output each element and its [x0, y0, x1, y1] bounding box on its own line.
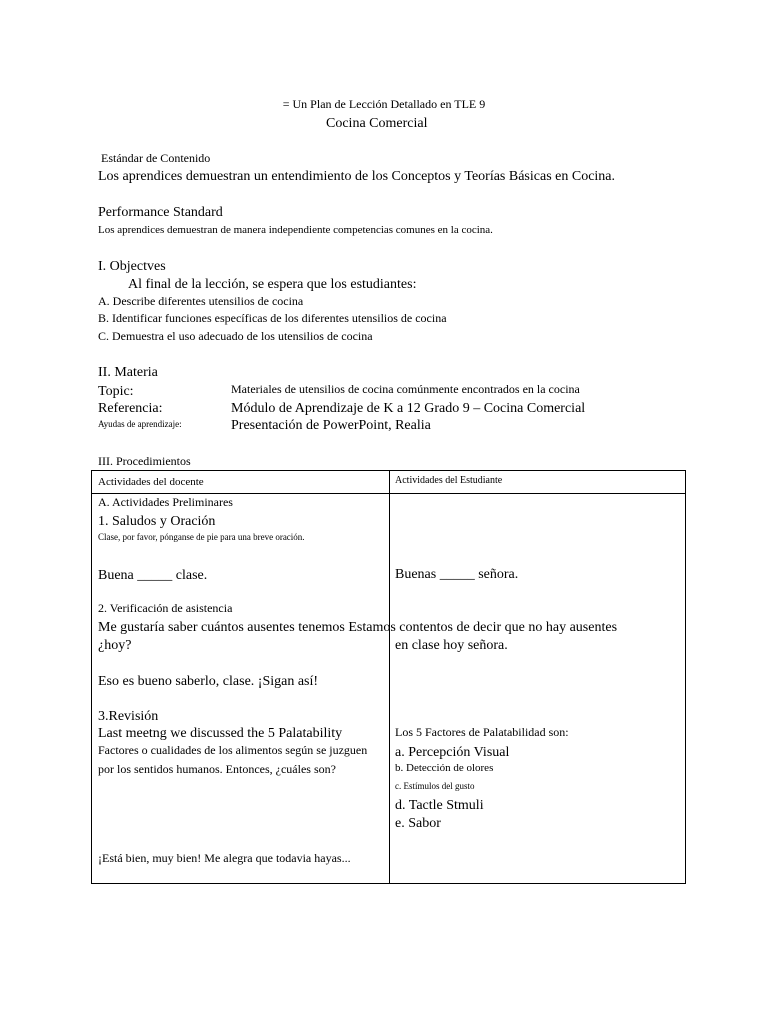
- document-title: = Un Plan de Lección Detallado en TLE 9: [282, 97, 486, 111]
- attendance-question: Me gustaría saber cuántos ausentes tenemos Estamos contentos de decir que no hay ausentes: [98, 620, 618, 635]
- review-text: por los sentidos humanos. Entonces, ¿cuáles son?: [98, 762, 336, 776]
- attendance-question-continued: ¿hoy?: [98, 638, 132, 653]
- header-divider: [92, 493, 685, 494]
- review-line: Last meetng we discussed the 5 Palatability: [98, 726, 343, 741]
- aids-label: Ayudas de aprendizaje:: [98, 419, 182, 429]
- document-subtitle: Cocina Comercial: [326, 116, 428, 131]
- student-attendance-reply: en clase hoy señora.: [395, 638, 508, 653]
- objective-item: B. Identificar funciones específicas de los diferentes utensilios de cocina: [98, 311, 447, 325]
- column-divider: [389, 471, 390, 883]
- procedures-heading: III. Procedimientos: [98, 454, 191, 468]
- review-text: Factores o cualidades de los alimentos según se juzguen: [98, 743, 368, 757]
- attendance-heading: 2. Verificación de asistencia: [98, 601, 233, 615]
- prelim-heading: A. Actividades Preliminares: [98, 495, 233, 509]
- greeting-text: Clase, por favor, pónganse de pie para una breve oración.: [98, 532, 305, 542]
- factor-item: b. Detección de olores: [395, 762, 494, 774]
- student-column-header: Actividades del Estudiante: [395, 475, 503, 486]
- aids-value: Presentación de PowerPoint, Realia: [231, 418, 431, 433]
- closing-text: ¡Está bien, muy bien! Me alegra que todavia hayas...: [98, 851, 351, 865]
- factor-item: d. Tactle Stmuli: [395, 798, 484, 813]
- performance-standard-heading: Performance Standard: [98, 205, 223, 220]
- factors-heading: Los 5 Factores de Palatabilidad son:: [395, 725, 569, 739]
- performance-standard-text: Los aprendices demuestran de manera independiente competencias comunes en la cocina.: [98, 224, 493, 236]
- reference-value: Módulo de Aprendizaje de K a 12 Grado 9 – Cocina Comercial: [231, 401, 586, 416]
- procedures-table: [91, 470, 686, 884]
- review-heading: 3.Revisión: [98, 709, 159, 724]
- greeting-heading: 1. Saludos y Oración: [98, 514, 216, 529]
- teacher-column-header: Actividades del docente: [98, 476, 204, 488]
- objective-item: C. Demuestra el uso adecuado de los utensilios de cocina: [98, 329, 373, 343]
- factor-item: a. Percepción Visual: [395, 745, 510, 760]
- content-standard-heading: Estándar de Contenido: [101, 151, 211, 165]
- materia-heading: II. Materia: [98, 365, 158, 380]
- objective-item: A. Describe diferentes utensilios de cocina: [98, 294, 304, 308]
- content-standard-text: Los aprendices demuestran un entendimiento de los Conceptos y Teorías Básicas en Cocina.: [98, 169, 616, 184]
- factor-item: e. Sabor: [395, 816, 441, 831]
- factor-item: c. Estímulos del gusto: [395, 781, 475, 791]
- attendance-reply: Eso es bueno saberlo, clase. ¡Sigan así!: [98, 674, 319, 689]
- topic-label: Topic:: [98, 384, 134, 399]
- objectives-heading: I. Objectves: [98, 259, 166, 274]
- greeting-line: Buena _____ clase.: [98, 568, 208, 583]
- student-greeting-reply: Buenas _____ señora.: [395, 567, 519, 582]
- objectives-intro: Al final de la lección, se espera que los estudiantes:: [128, 277, 417, 292]
- topic-value: Materiales de utensilios de cocina comúnmente encontrados en la cocina: [231, 382, 580, 396]
- reference-label: Referencia:: [98, 401, 163, 416]
